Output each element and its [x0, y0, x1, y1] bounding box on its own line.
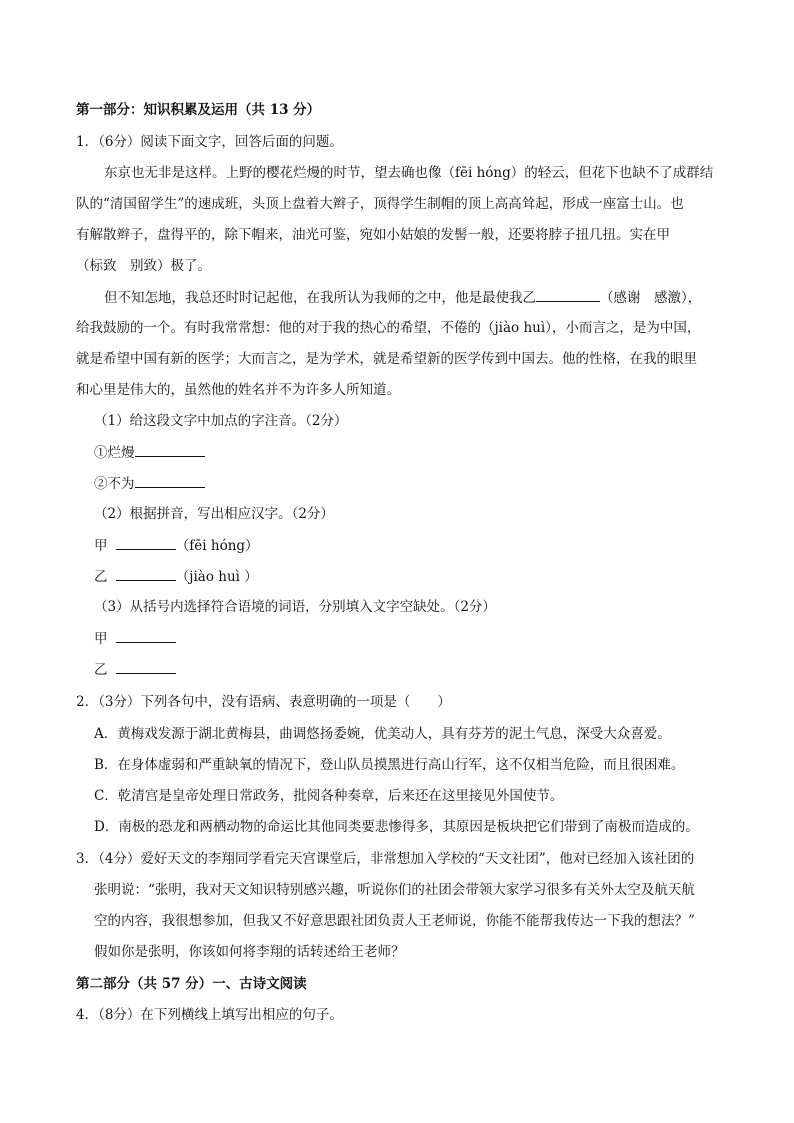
sub1-label: ①烂熳 — [94, 445, 135, 461]
passage-line: 队的“清国留学生”的速成班，头顶上盘着大辫子，顶得学生制帽的顶上高高耸起，形成一座富士山。也 — [76, 196, 684, 212]
q1-sub2-item — [94, 567, 258, 586]
section2-heading: 第二部分（共 57 分）一、古诗文阅读 — [76, 976, 307, 992]
passage-line: 就是希望中国有新的医学；大而言之，是为学术，就是希望新的医学传到中国去。他的性格，在我的眼里 — [76, 351, 697, 367]
sub2-pinyin: （jiào huì ） — [175, 569, 258, 585]
q1-sub2: （2）根据拼音，写出相应汉字。（2分） — [94, 506, 334, 522]
answer-blank[interactable] — [116, 629, 176, 643]
answer-blank[interactable] — [116, 536, 176, 550]
q3-line: 张明说：“张明，我对天文知识特别感兴趣，听说你们的社团会带领大家学习很多有关外太空及航天航 — [94, 882, 695, 898]
passage2-line1-choices: （感谢 感激）， — [600, 290, 702, 306]
passage-line: （标致 别致）极了。 — [76, 258, 211, 274]
section1-heading: 第一部分：知识积累及运用（共 13 分） — [76, 102, 321, 118]
answer-blank[interactable] — [536, 288, 600, 302]
sub2-pinyin: （fēi hóng） — [175, 538, 259, 554]
passage-line: 和心里是伟大的，虽然他的姓名并不为许多人所知道。 — [76, 382, 400, 398]
q1-sub2-item — [94, 536, 259, 555]
passage-line: 给我鼓励的一个。有时我常常想：他的对于我的热心的希望，不倦的（jiào huì），小而言之，是为中国， — [76, 320, 701, 336]
passage-line: 有解散辫子，盘得平的，除下帽来，油光可鉴，宛如小姑娘的发髻一般，还要将脖子扭几扭。实在甲 — [76, 227, 670, 243]
passage-line: 东京也无非是这样。上野的樱花烂熳的时节，望去确也像（fēi hóng）的轻云，但花下也缺不了成群结 — [104, 165, 714, 181]
answer-blank[interactable] — [135, 443, 205, 457]
passage2-line1-text: 但不知怎地，我总还时时记起他，在我所认为我师的之中，他是最使我乙 — [104, 290, 536, 306]
q3-line: 假如你是张明，你该如何将李翔的话转述给王老师？ — [94, 944, 405, 960]
sub3-label: 甲 — [94, 631, 108, 647]
q2-option-c[interactable]: C．乾清宫是皇帝处理日常政务，批阅各种奏章，后来还在这里接见外国使节。 — [94, 788, 564, 804]
sub3-label: 乙 — [94, 662, 108, 678]
q1-stem: 1．（6分）阅读下面文字，回答后面的问题。 — [76, 134, 343, 150]
q1-sub1-item — [94, 443, 205, 462]
answer-blank[interactable] — [116, 567, 176, 581]
q2-option-d[interactable]: D．南极的恐龙和两栖动物的命运比其他同类要悲惨得多，其原因是板块把它们带到了南极而造成的。 — [94, 819, 699, 835]
q1-sub1-item — [94, 474, 205, 493]
q3-line: 3．（4分）爱好天文的李翔同学看完天宫课堂后，非常想加入学校的“天文社团”，他对已经加入该社团的 — [76, 851, 695, 867]
q1-sub3-item — [94, 629, 176, 648]
sub2-label: 乙 — [94, 569, 108, 585]
answer-blank[interactable] — [135, 474, 205, 488]
q1-sub3-item — [94, 660, 176, 679]
q2-option-a[interactable]: A．黄梅戏发源于湖北黄梅县，曲调悠扬委婉，优美动人，具有芬芳的泥土气息，深受大众喜爱。 — [94, 726, 671, 742]
sub2-label: 甲 — [94, 538, 108, 554]
q4-stem: 4．（8分）在下列横线上填写出相应的句子。 — [76, 1007, 343, 1023]
sub1-label: ②不为 — [94, 476, 135, 492]
q2-stem: 2．（3分）下列各句中，没有语病、表意明确的一项是（ ） — [76, 694, 451, 710]
q2-option-b[interactable]: B．在身体虚弱和严重缺氧的情况下，登山队员摸黑进行高山行军，这不仅相当危险，而且很困难。 — [94, 757, 685, 773]
answer-blank[interactable] — [116, 660, 176, 674]
q3-line: 空的内容，我很想参加，但我又不好意思跟社团负责人王老师说，你能不能帮我传达一下我的想法？” — [94, 913, 695, 929]
passage2-line1 — [104, 288, 701, 307]
q1-sub1: （1）给这段文字中加点的字注音。（2分） — [94, 413, 348, 429]
q1-sub3: （3）从括号内选择符合语境的词语，分别填入文字空缺处。（2分） — [94, 599, 496, 615]
